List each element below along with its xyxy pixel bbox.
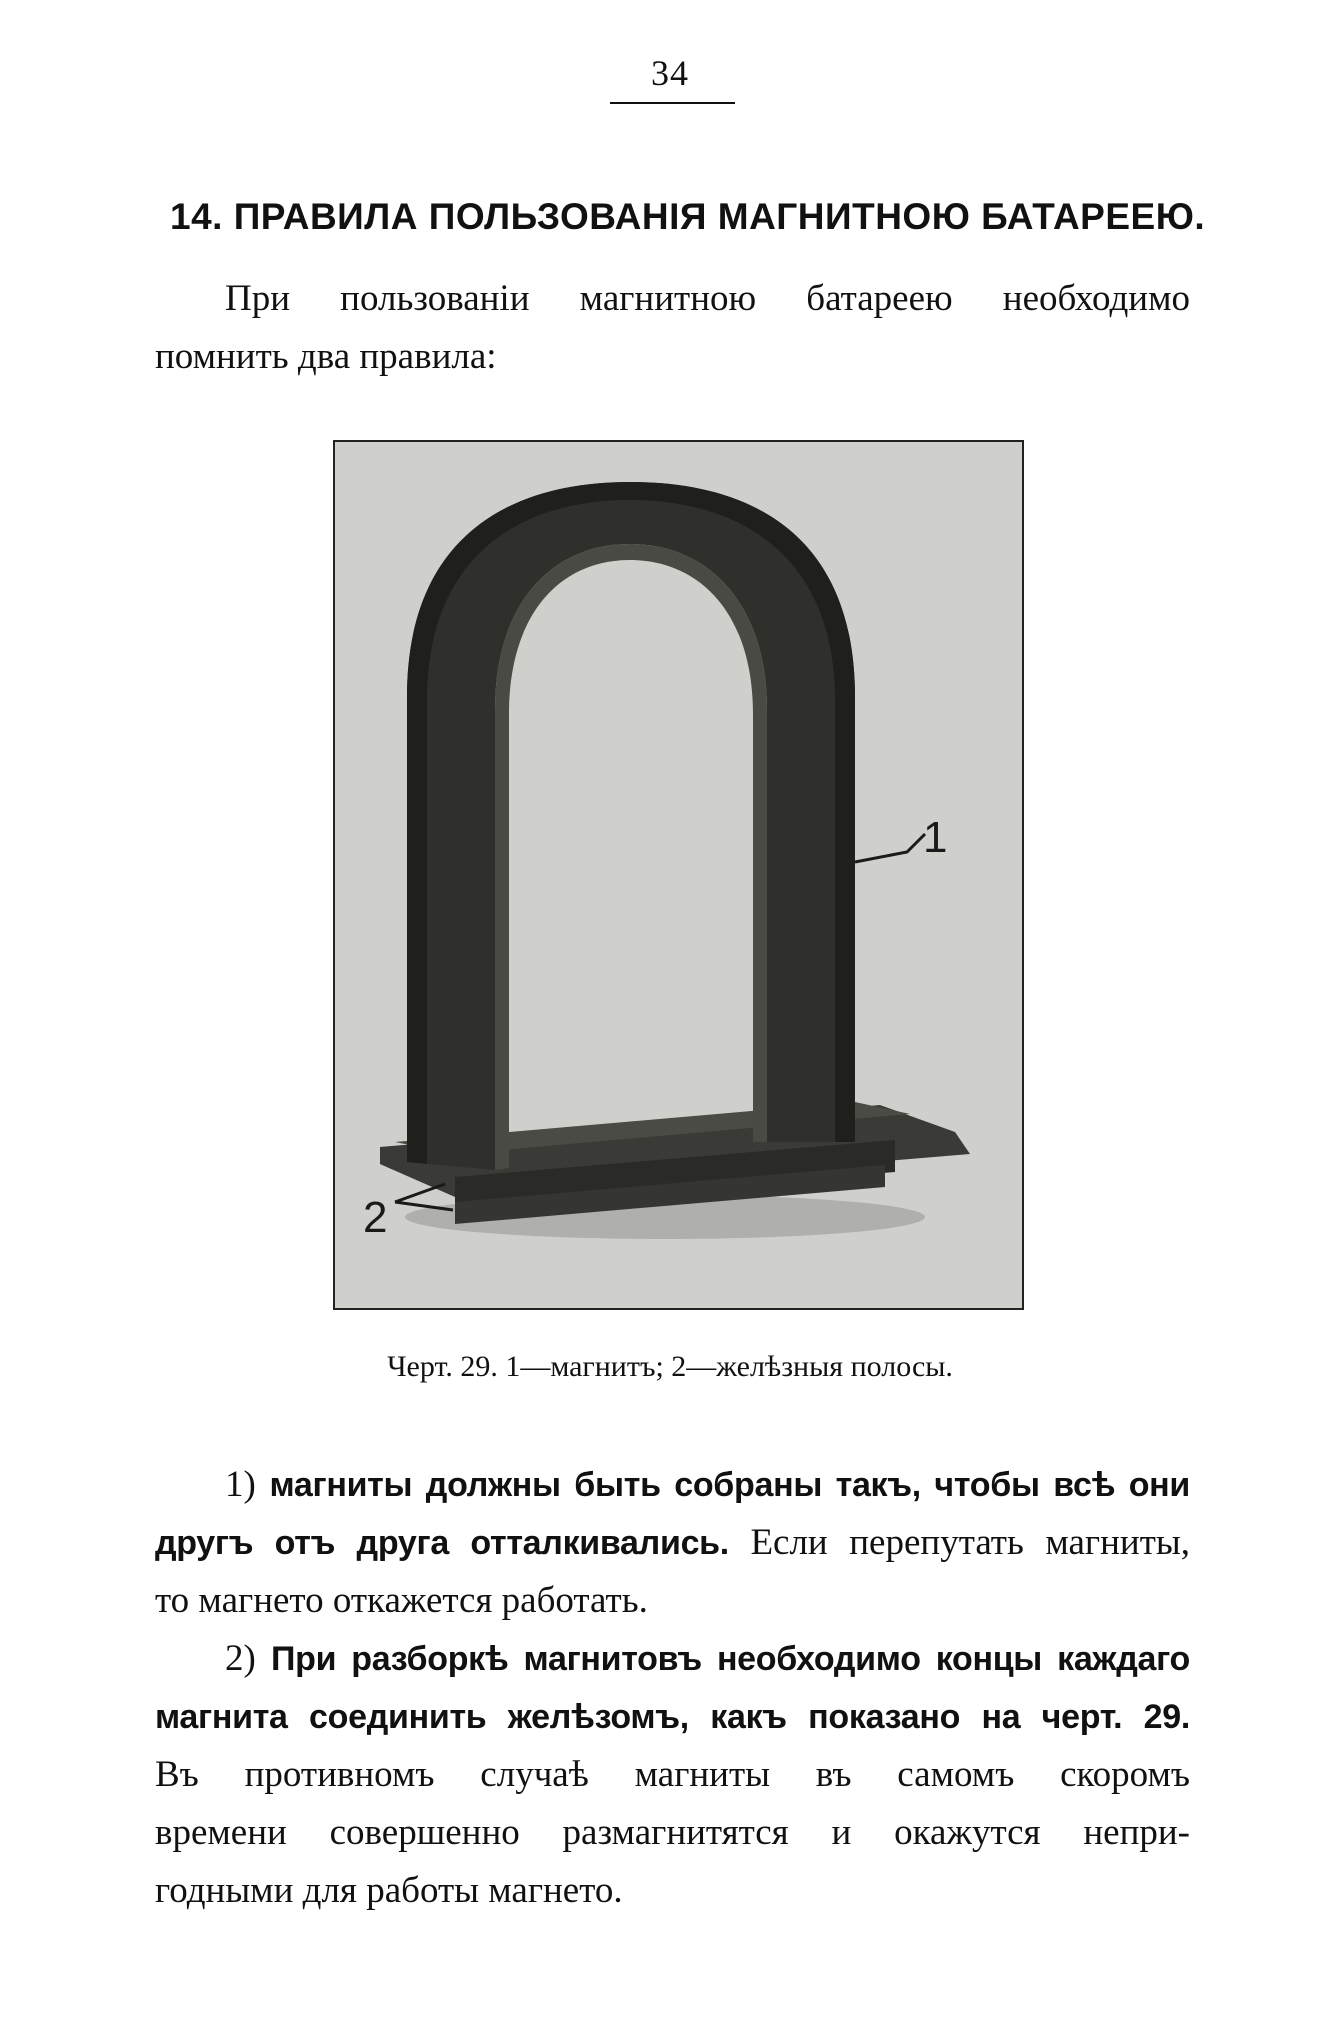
rule-1-line-3: то магнето откажется работать.	[155, 1580, 648, 1621]
rule-2-line-3: Въ противномъ случаѣ магниты въ самомъ скоромъ	[155, 1754, 1190, 1795]
rule-1-bold-line-2: другъ отъ друга отталкивались.	[155, 1524, 729, 1562]
rule-1-number: 1)	[225, 1464, 256, 1505]
page-number-rule	[610, 102, 735, 104]
rule-2-line-5: годными для работы магнето.	[155, 1870, 623, 1911]
rule-2-line-1	[155, 1630, 1190, 1688]
intro-line-2: помнить два правила:	[155, 336, 497, 377]
page-number: 34	[651, 53, 689, 93]
rule-1-line-2	[155, 1514, 1190, 1572]
rule-1-line-1	[155, 1456, 1190, 1514]
figure-29-magnet-photo	[333, 440, 1024, 1310]
figure-label-2: 2	[363, 1193, 388, 1242]
rule-2-paragraph	[155, 1630, 1190, 1920]
section-title: 14. ПРАВИЛА ПОЛЬЗОВАНІЯ МАГНИТНОЮ БАТАРЕЕЮ.	[170, 196, 1206, 237]
rule-2-line-4: времени совершенно размагнитятся и окажутся непри-	[155, 1812, 1190, 1853]
figure-label-1: 1	[923, 813, 948, 862]
rule-1-bold-line-1: магниты должны быть собраны такъ, чтобы всѣ они	[269, 1466, 1191, 1504]
intro-paragraph	[155, 270, 1190, 386]
intro-line-1: При пользованіи магнитною батареею необходимо	[225, 278, 1190, 319]
figure-caption: Черт. 29. 1—магнитъ; 2—желѣзныя полосы.	[387, 1350, 953, 1383]
rule-2-bold-line-1: При разборкѣ магнитовъ необходимо концы каждаго	[271, 1640, 1191, 1678]
magnet-illustration	[335, 442, 1022, 1308]
rule-2-bold-line-2: магнита соединить желѣзомъ, какъ показано на черт. 29.	[155, 1698, 1190, 1736]
rule-1-text-line-2: Если перепутать магниты,	[728, 1522, 1190, 1563]
rule-2-number: 2)	[225, 1638, 256, 1679]
rule-1-paragraph	[155, 1456, 1190, 1630]
